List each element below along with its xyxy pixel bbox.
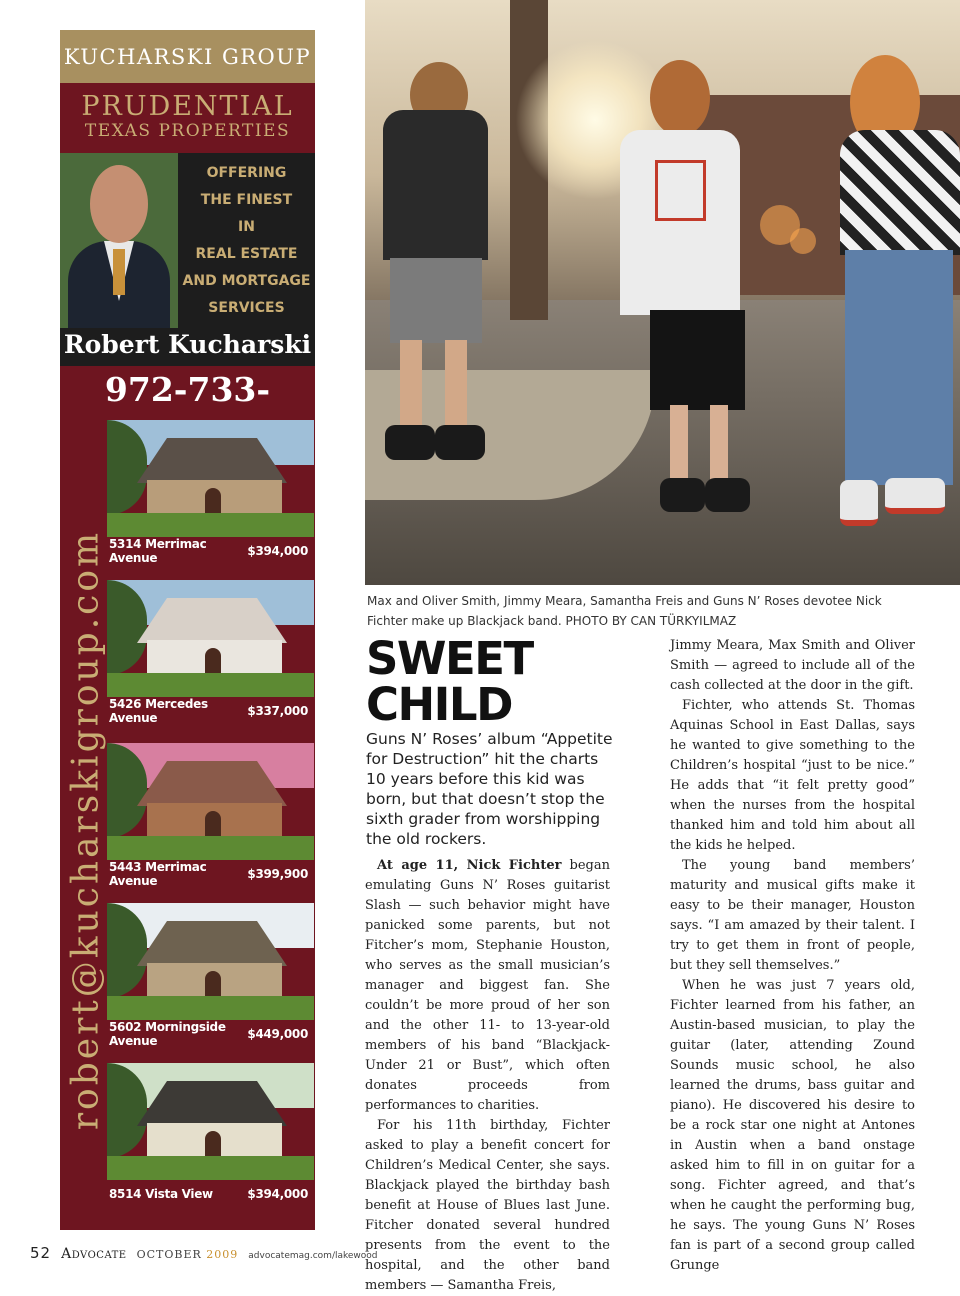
listing-address: 8514 Vista View [109, 1186, 213, 1201]
offer-line: REAL ESTATE [195, 245, 298, 262]
photo-caption: Max and Oliver Smith, Jimmy Meara, Samantha Freis and Guns N’ Roses devotee Nick Fichter make up Blackjack band. PHOTO BY CAN TÜRKYILMAZ [367, 594, 882, 628]
issue-month: OCTOBER [136, 1248, 202, 1261]
listing-card [107, 743, 314, 887]
listing-caption [107, 1180, 314, 1207]
page-footer [30, 1244, 378, 1262]
listing-address: 5443 Merrimac Avenue [109, 859, 207, 888]
ad-offer-text [178, 153, 315, 328]
magazine-logo: Advocate [61, 1246, 127, 1262]
band-photo [365, 0, 960, 585]
listing-caption [107, 1020, 314, 1047]
headline-line: SWEET [366, 632, 533, 685]
body-paragraph [365, 856, 610, 1116]
listing-address: 5602 Morningside Avenue [109, 1019, 226, 1048]
listing-price: $394,000 [247, 543, 308, 558]
ad-brand-line2: TEXAS PROPERTIES [84, 121, 291, 141]
body-paragraph: When he was just 7 years old, Fichter learned from his father, an Austin-based musician, to play the guitar (later, attending Zound Sounds music school, he also learned the drums, bass guitar and piano). He discovered his desire to be a rock star one night at Antones in Austin when a band onstage asked him to fill in on guitar for a song. Fichter agreed, and that’s when he caught the performing bug, he says. The young Guns N’ Roses fan is part of a second group called Grunge [670, 978, 915, 1273]
magazine-url: advocatemag.com/lakewood [248, 1251, 378, 1261]
page-number: 52 [30, 1244, 52, 1262]
article-column-left [365, 856, 610, 1296]
offer-line: IN [238, 218, 255, 235]
ad-brand-line1: PRUDENTIAL [81, 91, 294, 122]
listing-price: $394,000 [247, 1186, 308, 1201]
lead-in: At age 11, Nick Fichter [377, 858, 562, 873]
agent-email-vertical [62, 470, 110, 1190]
listing-price: $399,900 [247, 866, 308, 881]
body-text: began emulating Guns N’ Roses guitarist Slash — such behavior might have panicked some parents, but not Fitcher’s mom, Stephanie Houston, who serves as the small musician’s manager and biggest fan. She couldn’t be more proud of her son and the other 11- to 13-year-old members of his band “Blackjack-Under 21 or Bust”, which often donates proceeds from performances to charities. [365, 858, 611, 1113]
agent-name: Robert Kucharski [60, 328, 315, 366]
agent-portrait [60, 153, 178, 328]
issue-date [137, 1248, 239, 1261]
listing-price: $449,000 [247, 1026, 308, 1041]
body-paragraph: For his 11th birthday, Fichter asked to play a benefit concert for Children’s Medical Center, she says. Blackjack played the birthday bash benefit at House of Blues last June. Fitcher donated several hundred presents from the event to the hospital, and the other band members — Samantha Freis, [365, 1118, 610, 1293]
listing-address: 5426 Mercedes Avenue [109, 696, 208, 725]
house-photo [107, 1063, 314, 1180]
listing-caption [107, 860, 314, 887]
agent-phone: 972-733- [104, 370, 271, 409]
ad-group-name: KUCHARSKI GROUP [63, 44, 312, 69]
listing-address: 5314 Merrimac Avenue [109, 536, 207, 565]
house-photo [107, 420, 314, 537]
offer-line: THE FINEST [200, 191, 293, 208]
listing-card [107, 580, 314, 724]
listing-card [107, 903, 314, 1047]
ad-group-band [60, 30, 315, 83]
offer-line: OFFERING [206, 164, 287, 181]
listing-caption [107, 697, 314, 724]
listing-caption [107, 537, 314, 564]
house-photo [107, 903, 314, 1020]
ad-agent-block [60, 153, 315, 328]
body-paragraph: Jimmy Meara, Max Smith and Oliver Smith — agreed to include all of the cash collected at the door in the gift. [670, 638, 915, 693]
headline-line: CHILD [366, 678, 512, 731]
ad-brand [60, 83, 315, 153]
issue-year: 2009 [206, 1248, 239, 1261]
article-deck: Guns N’ Roses’ album “Appetite for Destruction” hit the charts 10 years before this kid was born, but that doesn’t stop the sixth grader from worshipping the old rockers. [366, 730, 613, 848]
offer-line: AND MORTGAGE [182, 272, 311, 289]
listing-card [107, 1063, 314, 1207]
real-estate-ad [60, 30, 315, 1230]
agent-email: robert@kucharskigroup.com [65, 529, 107, 1131]
body-paragraph: The young band members’ maturity and musical gifts make it easy to be their manager, Houston says. “I am amazed by their talent. I try to get them in front of people, but they sell themselves.” [670, 858, 915, 973]
listing-price: $337,000 [247, 703, 308, 718]
body-paragraph: Fichter, who attends St. Thomas Aquinas School in East Dallas, says he wanted to give something to the Children’s hospital “just to be nice.” He adds that “it felt pretty good” when the nurses from the hospital thanked him and told him about all the kids he helped. [670, 698, 915, 853]
house-photo [107, 580, 314, 697]
offer-line: SERVICES [208, 299, 285, 316]
house-photo [107, 743, 314, 860]
article-column-right [670, 636, 915, 1276]
listing-card [107, 420, 314, 564]
article-headline [366, 632, 533, 731]
